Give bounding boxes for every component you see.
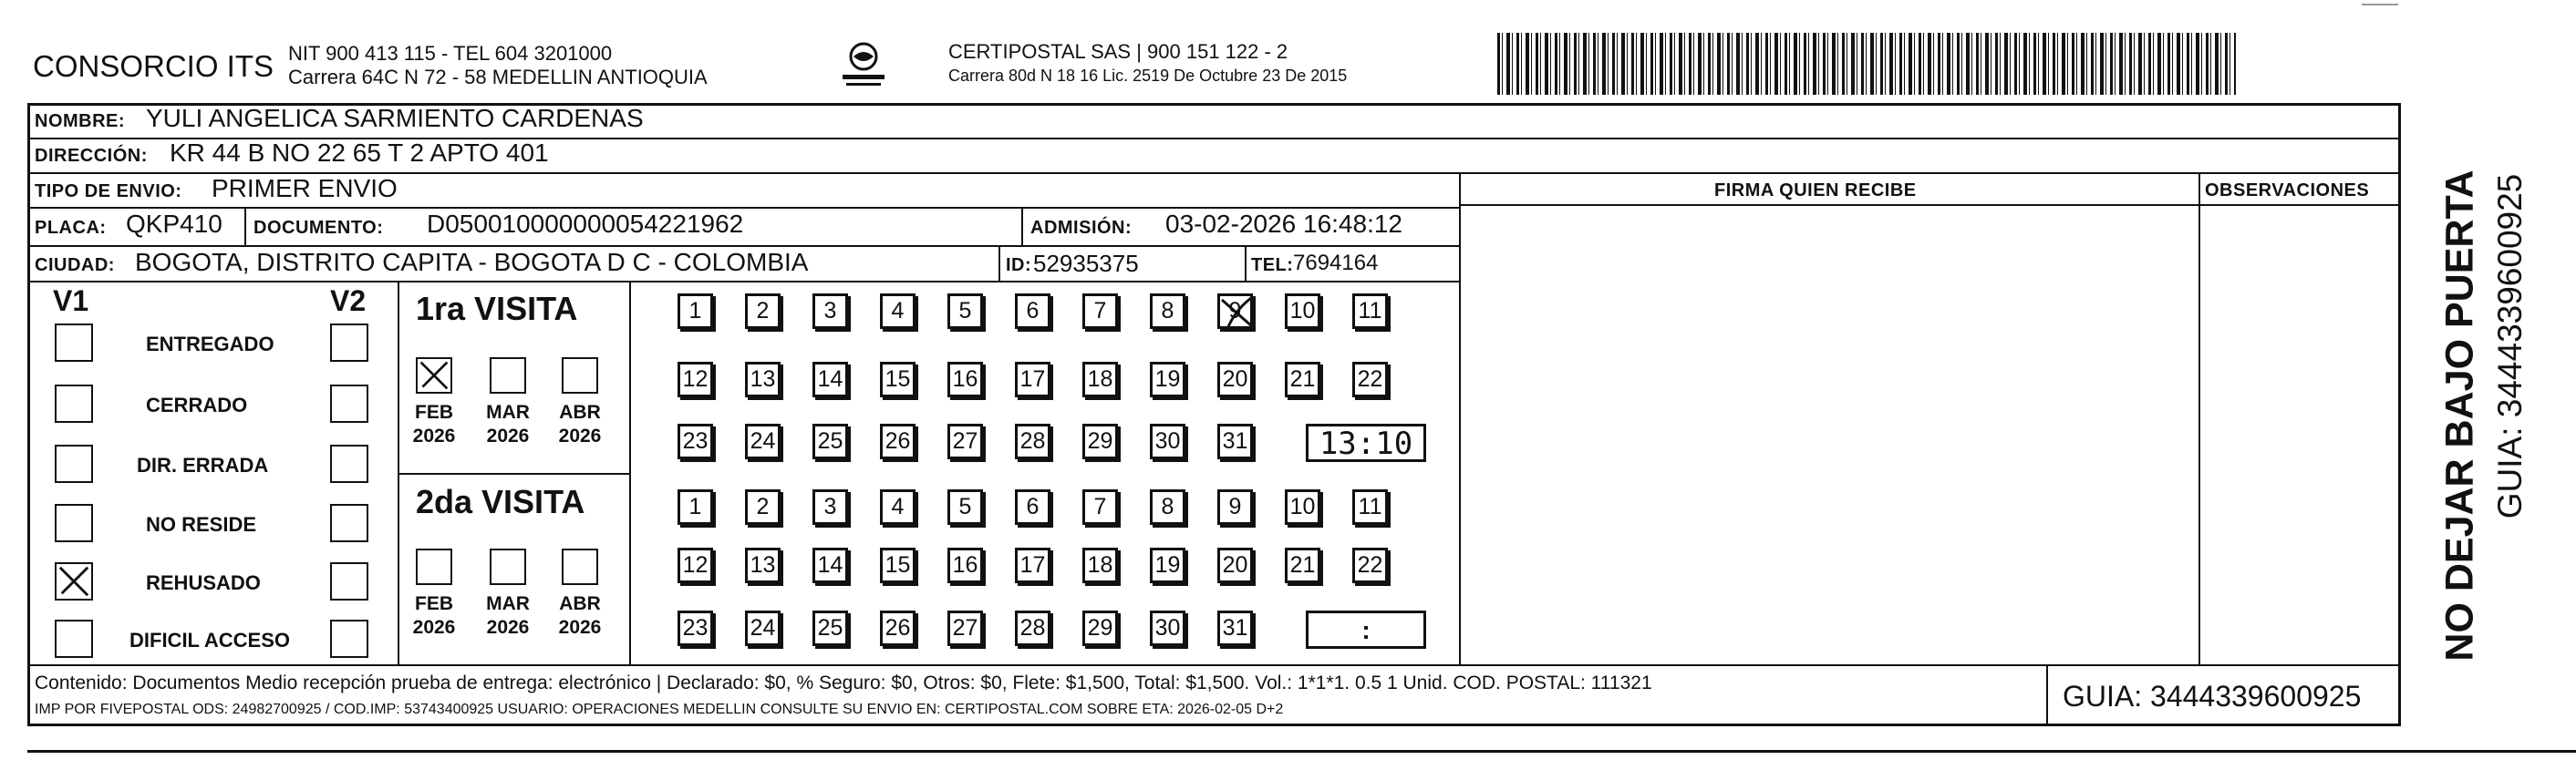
day-box[interactable] (1217, 424, 1253, 459)
bottom-edge (27, 750, 2576, 753)
day-box[interactable] (1352, 293, 1388, 329)
ciudad-value: BOGOTA, DISTRITO CAPITA - BOGOTA D C - COLOMBIA (135, 248, 809, 276)
day-box[interactable] (812, 293, 848, 329)
placa-value: QKP410 (126, 210, 222, 238)
day-box[interactable] (745, 548, 781, 583)
day-number: 23 (682, 615, 709, 641)
day-box[interactable] (1352, 548, 1388, 583)
day-number: 9 (1228, 494, 1242, 519)
v1-checkbox[interactable] (55, 324, 93, 362)
first-visit-time-box[interactable] (1306, 424, 1426, 462)
certipostal-logo (832, 40, 895, 95)
day-number: 12 (682, 366, 709, 392)
day-number: 30 (1154, 615, 1181, 641)
day-number: 17 (1019, 366, 1046, 392)
day-number: 28 (1019, 428, 1046, 454)
corner-mark (2362, 4, 2398, 5)
day-box[interactable] (1217, 489, 1253, 525)
day-number: 3 (823, 298, 837, 324)
v2-checkbox[interactable] (330, 562, 368, 601)
row-divider (1459, 204, 2401, 206)
day-number: 19 (1154, 366, 1181, 392)
day-number: 16 (952, 552, 978, 578)
day-box[interactable] (947, 293, 983, 329)
day-number: 27 (952, 615, 978, 641)
day-number: 18 (1087, 552, 1113, 578)
placa-label: PLACA: (35, 218, 107, 238)
v2-checkbox[interactable] (330, 620, 368, 658)
observaciones-header: OBSERVACIONES (2205, 180, 2370, 200)
day-box[interactable] (678, 548, 713, 583)
day-number: 14 (817, 552, 843, 578)
day-box[interactable] (1352, 362, 1388, 397)
v2-checkbox[interactable] (330, 504, 368, 542)
day-box[interactable] (1082, 489, 1118, 525)
first-visit-title: 1ra VISITA (416, 290, 578, 327)
day-number: 1 (688, 298, 702, 324)
day-box[interactable] (812, 489, 848, 525)
day-number: 15 (885, 552, 911, 578)
day-number: 27 (952, 428, 978, 454)
direccion-label: DIRECCIÓN: (35, 146, 148, 166)
day-number: 5 (958, 494, 972, 519)
day-box[interactable] (1015, 362, 1050, 397)
day-number: 2 (756, 494, 770, 519)
day-number: 1 (688, 494, 702, 519)
company-nit: NIT 900 413 115 - TEL 604 3201000 (288, 42, 613, 65)
month-checkbox[interactable] (416, 549, 452, 585)
day-box[interactable] (947, 489, 983, 525)
v2-header: V2 (330, 284, 367, 317)
day-box[interactable] (678, 424, 713, 459)
documento-label: DOCUMENTO: (253, 218, 384, 238)
day-number: 24 (750, 428, 776, 454)
day-box[interactable] (1082, 424, 1118, 459)
day-box[interactable] (745, 293, 781, 329)
day-box[interactable] (745, 611, 781, 646)
day-number: 21 (1289, 366, 1316, 392)
day-number: 9 (1228, 298, 1242, 324)
v1-checkbox[interactable] (55, 504, 93, 542)
day-box[interactable] (1150, 548, 1185, 583)
month-label: MAR 2026 (486, 593, 530, 638)
month-checkbox[interactable] (562, 549, 598, 585)
certipostal-title: CERTIPOSTAL SAS | 900 151 122 - 2 (948, 40, 1288, 63)
row-divider (27, 281, 1459, 282)
placa-divider (244, 207, 246, 245)
day-box[interactable] (1015, 489, 1050, 525)
day-number: 2 (756, 298, 770, 324)
day-number: 5 (958, 298, 972, 324)
reason-label: DIR. ERRADA (137, 454, 269, 477)
day-number: 6 (1026, 494, 1040, 519)
v1-header: V1 (53, 284, 89, 317)
day-box[interactable] (1082, 362, 1118, 397)
day-box[interactable] (947, 548, 983, 583)
admision-label: ADMISIÓN: (1030, 218, 1133, 238)
month-label: MAR 2026 (486, 402, 530, 447)
day-number: 4 (891, 298, 905, 324)
day-number: 20 (1222, 366, 1248, 392)
second-visit-title: 2da VISITA (416, 483, 585, 520)
day-number: 3 (823, 494, 837, 519)
day-box[interactable] (947, 362, 983, 397)
nombre-label: NOMBRE: (35, 111, 126, 131)
second-visit-time: : (1361, 616, 1371, 644)
day-box[interactable] (1015, 548, 1050, 583)
id-value: 52935375 (1033, 250, 1139, 277)
day-number: 11 (1358, 494, 1382, 519)
day-number: 25 (817, 615, 843, 641)
month-checkbox[interactable] (562, 357, 598, 394)
day-box[interactable] (1217, 362, 1253, 397)
month-checkbox[interactable] (416, 357, 452, 394)
day-number: 18 (1087, 366, 1113, 392)
v1-checkbox[interactable] (55, 445, 93, 483)
day-box[interactable] (745, 489, 781, 525)
day-number: 19 (1154, 552, 1181, 578)
admision-divider (1021, 207, 1023, 245)
month-checkbox[interactable] (490, 357, 526, 394)
month-label: ABR 2026 (558, 593, 602, 638)
day-box[interactable] (880, 611, 916, 646)
day-number: 13 (750, 552, 776, 578)
tipo-envio-label: TIPO DE ENVIO: (35, 181, 182, 201)
id-label: ID: (1006, 255, 1032, 275)
day-number: 7 (1093, 494, 1107, 519)
tel-divider (1245, 245, 1247, 281)
nombre-value: YULI ANGELICA SARMIENTO CARDENAS (146, 104, 644, 132)
day-box[interactable] (880, 424, 916, 459)
first-visit-time: 13:10 (1319, 426, 1413, 462)
day-box[interactable] (1015, 611, 1050, 646)
day-box[interactable] (812, 424, 848, 459)
day-number: 15 (885, 366, 911, 392)
footer-imp: IMP POR FIVEPOSTAL ODS: 24982700925 / COD.IMP: 53743400925 USUARIO: OPERACIONES MEDELLIN CONSULTE SU ENVIO EN: CERTIPOSTAL.COM SOBRE ETA: 2026-02-05 D+2 (35, 702, 1284, 717)
id-divider (998, 245, 1000, 281)
day-number: 13 (750, 366, 776, 392)
day-number: 21 (1289, 552, 1316, 578)
documento-value: D050010000000054221962 (427, 210, 744, 238)
day-box[interactable] (1150, 293, 1185, 329)
side-warning: NO DEJAR BAJO PUERTA (2437, 169, 2482, 662)
day-box[interactable] (1082, 293, 1118, 329)
day-box[interactable] (947, 424, 983, 459)
tel-label: TEL: (1251, 255, 1294, 275)
day-box[interactable] (1150, 489, 1185, 525)
day-number: 8 (1161, 494, 1174, 519)
day-box[interactable] (1015, 424, 1050, 459)
ciudad-label: CIUDAD: (35, 255, 115, 275)
company-name: CONSORCIO ITS (33, 49, 274, 83)
day-number: 10 (1289, 298, 1316, 324)
day-box[interactable] (1285, 362, 1320, 397)
v1-checkbox[interactable] (55, 385, 93, 423)
footer-contenido: Contenido: Documentos Medio recepción prueba de entrega: electrónico | Declarado: $0, % Seguro: $0, Otros: $0, Flete: $1,500, Total: $1,500. Vol.: 1*1*1. 0.5 1 Unid. COD. POSTAL: 111321 (35, 673, 1652, 693)
reason-label: ENTREGADO (146, 333, 274, 355)
day-box[interactable] (1150, 611, 1185, 646)
tel-value: 7694164 (1293, 251, 1379, 275)
day-box[interactable] (678, 293, 713, 329)
reason-label: DIFICIL ACCESO (129, 629, 291, 652)
day-number: 17 (1019, 552, 1046, 578)
day-number: 6 (1026, 298, 1040, 324)
day-box[interactable] (880, 489, 916, 525)
day-number: 30 (1154, 428, 1181, 454)
day-box[interactable] (678, 611, 713, 646)
month-checkbox[interactable] (490, 549, 526, 585)
day-number: 29 (1087, 428, 1113, 454)
day-number: 14 (817, 366, 843, 392)
v2-checkbox[interactable] (330, 385, 368, 423)
day-box[interactable] (1082, 548, 1118, 583)
day-check-mark (1216, 293, 1258, 334)
month-label: FEB 2026 (412, 402, 456, 447)
day-number: 29 (1087, 615, 1113, 641)
day-number: 31 (1222, 615, 1248, 641)
day-number: 26 (885, 615, 911, 641)
certipostal-address: Carrera 80d N 18 16 Lic. 2519 De Octubre 23 De 2015 (948, 67, 1348, 85)
day-number: 22 (1357, 552, 1383, 578)
row-divider (27, 207, 1459, 209)
v2-checkbox[interactable] (330, 324, 368, 362)
footer-guia: GUIA: 3444339600925 (2063, 680, 2362, 713)
day-number: 25 (817, 428, 843, 454)
barcode (1497, 33, 2236, 95)
reason-label: CERRADO (146, 394, 248, 416)
day-box[interactable] (745, 362, 781, 397)
tipo-envio-value: PRIMER ENVIO (212, 174, 398, 202)
v1-checkbox[interactable] (55, 562, 93, 601)
day-number: 23 (682, 428, 709, 454)
admision-value: 03-02-2026 16:48:12 (1165, 210, 1402, 238)
day-box[interactable] (1217, 611, 1253, 646)
second-visit-time-box[interactable] (1306, 611, 1426, 649)
v1-checkbox[interactable] (55, 620, 93, 658)
day-box[interactable] (1285, 489, 1320, 525)
side-guia: GUIA: 3444339600925 (2491, 173, 2529, 519)
day-box[interactable] (1150, 362, 1185, 397)
day-box[interactable] (678, 362, 713, 397)
day-number: 28 (1019, 615, 1046, 641)
firma-header: FIRMA QUIEN RECIBE (1714, 180, 1917, 200)
day-number: 12 (682, 552, 709, 578)
day-number: 16 (952, 366, 978, 392)
footer-guia-divider (2046, 664, 2048, 724)
direccion-value: KR 44 B NO 22 65 T 2 APTO 401 (170, 139, 549, 167)
footer-divider (27, 664, 2401, 666)
day-box[interactable] (812, 362, 848, 397)
day-box[interactable] (1015, 293, 1050, 329)
day-number: 11 (1358, 298, 1382, 324)
v2-checkbox[interactable] (330, 445, 368, 483)
day-number: 7 (1093, 298, 1107, 324)
day-box[interactable] (880, 548, 916, 583)
day-box[interactable] (1217, 548, 1253, 583)
day-box[interactable] (1285, 548, 1320, 583)
day-number: 26 (885, 428, 911, 454)
day-number: 4 (891, 494, 905, 519)
day-number: 31 (1222, 428, 1248, 454)
reason-label: REHUSADO (146, 571, 261, 594)
month-divider (629, 281, 631, 664)
firma-divider (1459, 172, 1461, 664)
day-box[interactable] (1082, 611, 1118, 646)
reason-label: NO RESIDE (146, 513, 257, 536)
day-box[interactable] (1285, 293, 1320, 329)
observaciones-divider (2198, 172, 2200, 664)
day-box[interactable] (1352, 489, 1388, 525)
month-label: ABR 2026 (558, 402, 602, 447)
day-box[interactable] (880, 362, 916, 397)
company-address: Carrera 64C N 72 - 58 MEDELLIN ANTIOQUIA (288, 66, 708, 88)
day-number: 24 (750, 615, 776, 641)
day-box[interactable] (812, 548, 848, 583)
month-label: FEB 2026 (412, 593, 456, 638)
day-number: 22 (1357, 366, 1383, 392)
day-number: 10 (1289, 494, 1316, 519)
day-box[interactable] (745, 424, 781, 459)
day-number: 8 (1161, 298, 1174, 324)
day-box[interactable] (812, 611, 848, 646)
day-number: 20 (1222, 552, 1248, 578)
day-box[interactable] (1150, 424, 1185, 459)
day-box[interactable] (678, 489, 713, 525)
day-box[interactable] (1217, 293, 1253, 329)
day-box[interactable] (947, 611, 983, 646)
visit-split (398, 473, 629, 475)
day-box[interactable] (880, 293, 916, 329)
